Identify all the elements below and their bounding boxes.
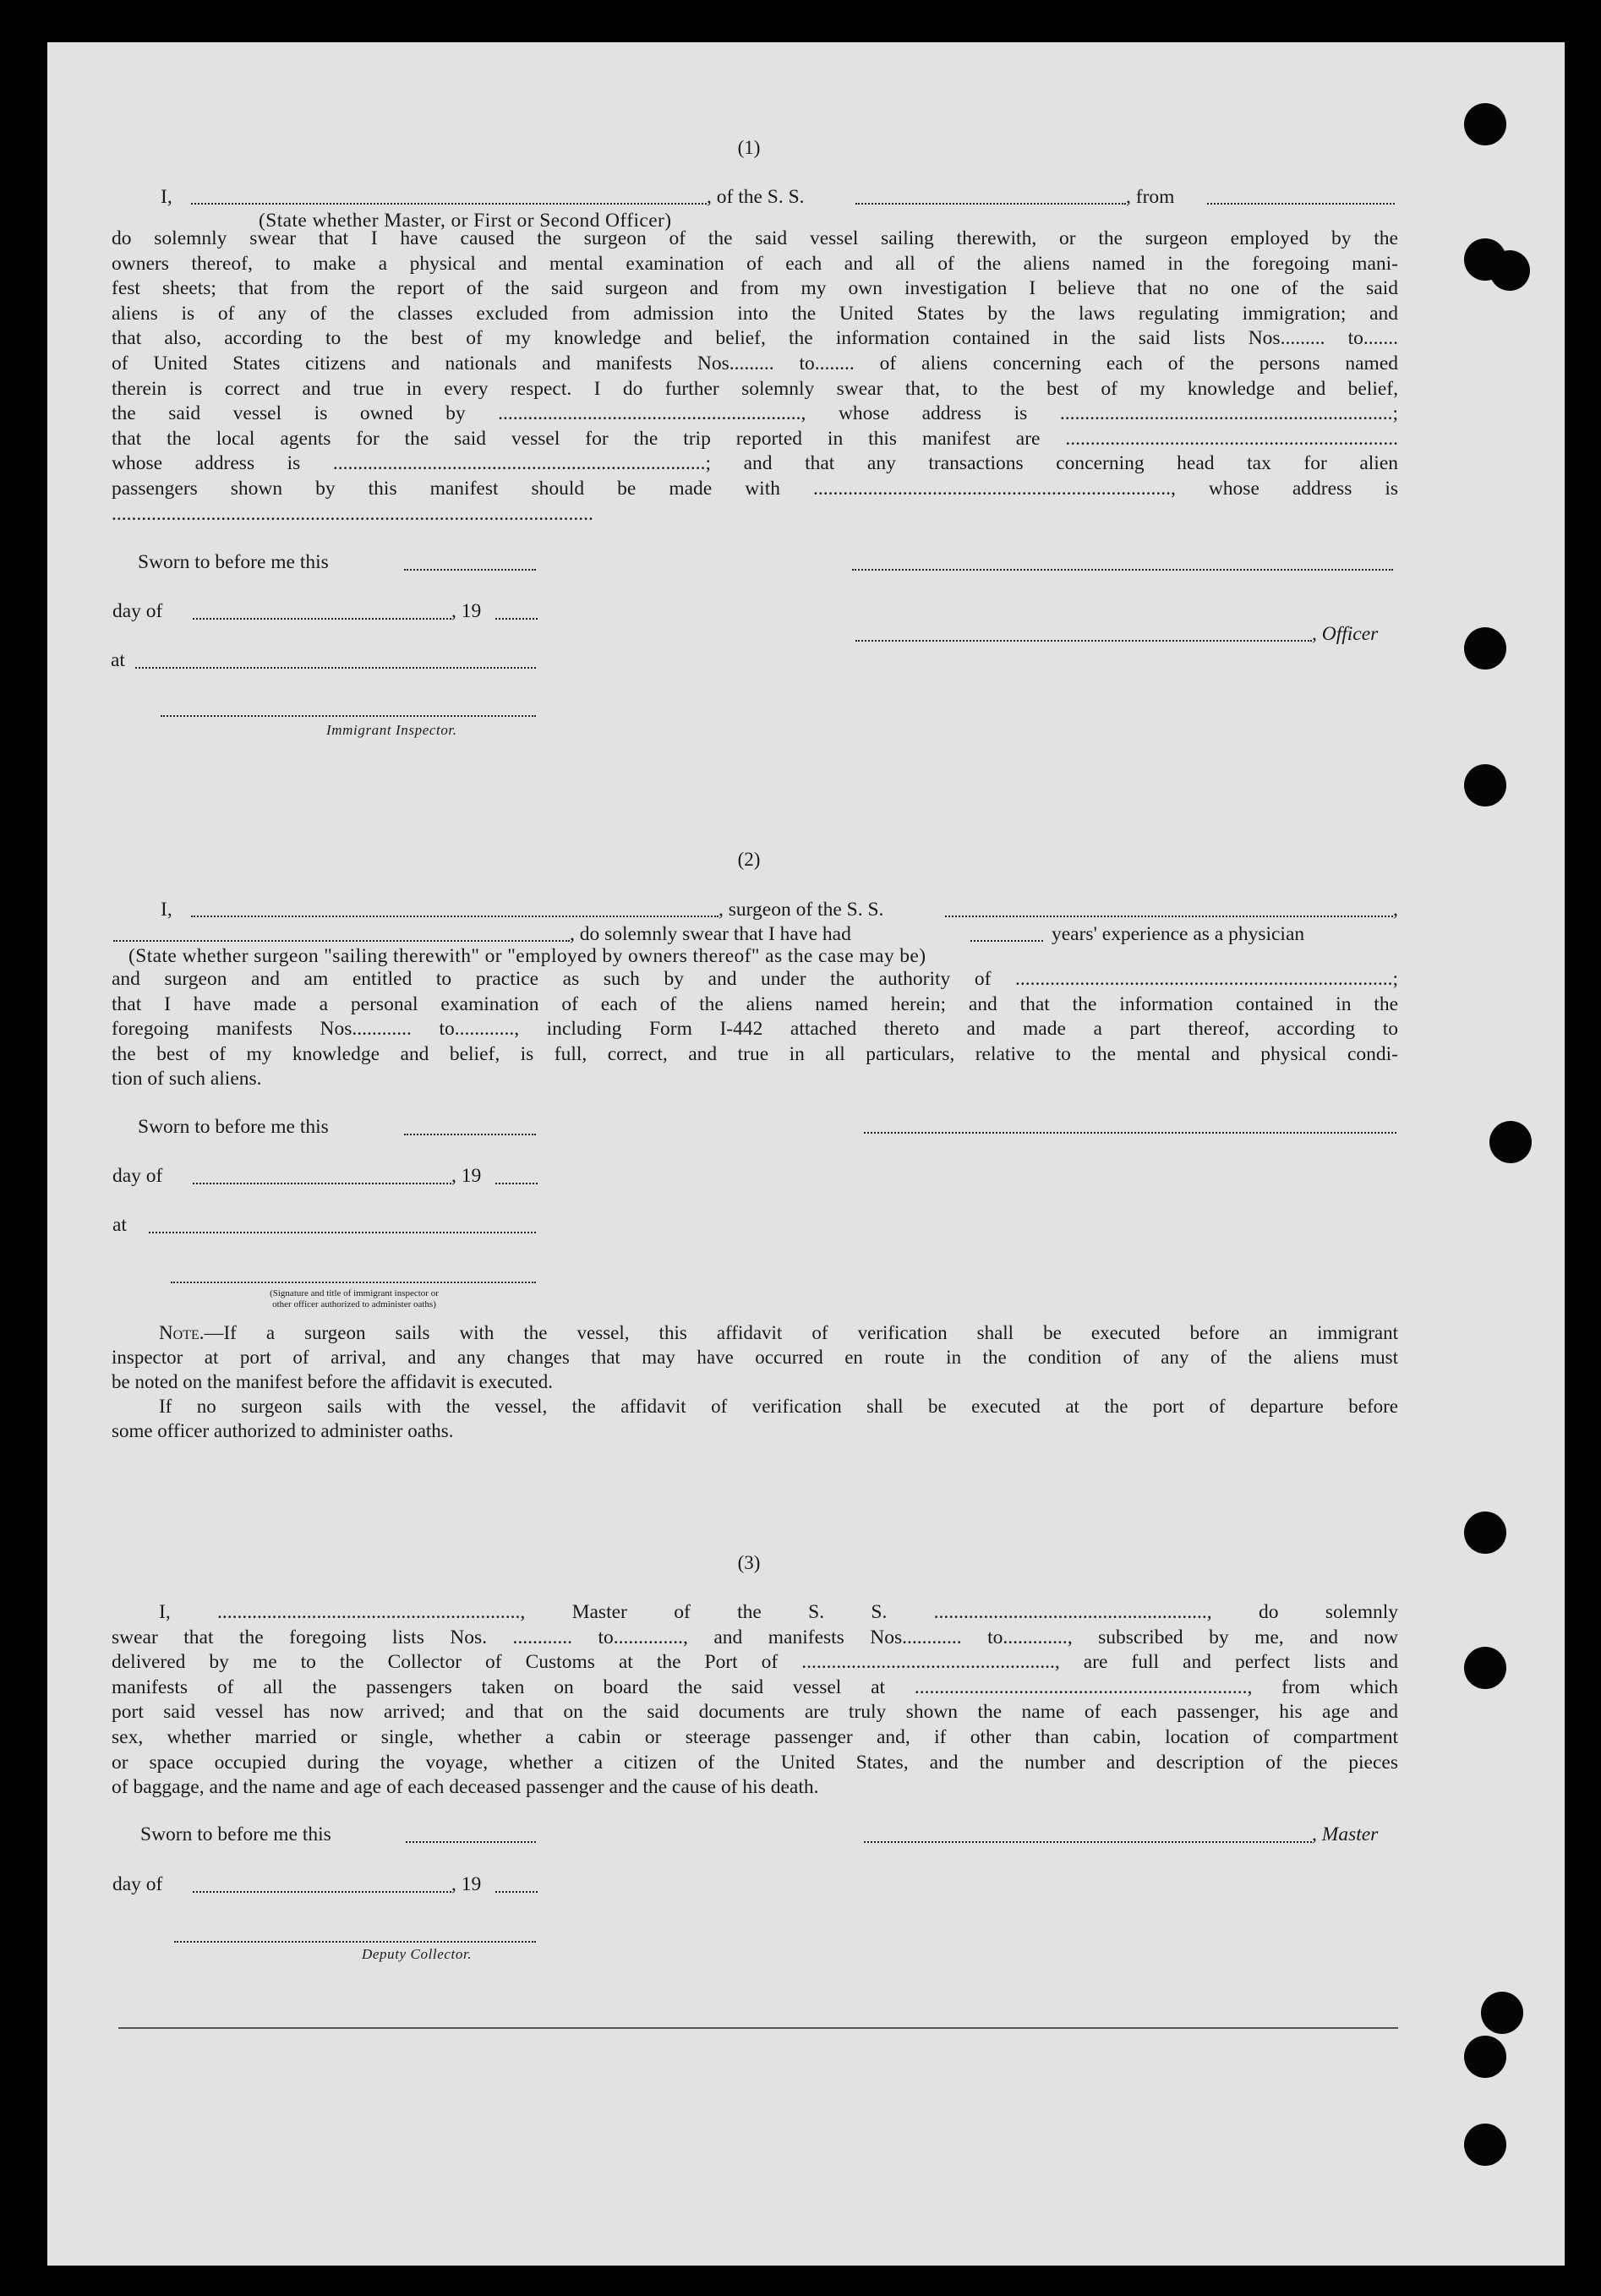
text-line: or space occupied during the voyage, whether a citizen of the United States, and the number and description of the pieces bbox=[112, 1751, 1398, 1774]
sec2-caption: (State whether surgeon "sailing therewith" or "employed by owners thereof" as the case may be) bbox=[128, 945, 926, 967]
sec3-month-field[interactable] bbox=[193, 1891, 451, 1893]
sec1-officer-signature-line[interactable] bbox=[855, 640, 1312, 642]
text-line: be noted on the manifest before the affidavit is executed. bbox=[112, 1371, 553, 1392]
sec2-dayof-label: day of bbox=[112, 1165, 163, 1187]
sec2-sworn-label: Sworn to before me this bbox=[138, 1116, 329, 1138]
sec1-year-field[interactable] bbox=[495, 618, 538, 620]
sec1-ss-label: , of the S. S. bbox=[707, 186, 805, 208]
sec2-signature-caption bbox=[166, 1288, 543, 1310]
sec2-sworn-date-field[interactable] bbox=[404, 1134, 536, 1135]
sec3-year-field[interactable] bbox=[495, 1891, 538, 1893]
caption-line: (Signature and title of immigrant inspector or bbox=[270, 1288, 439, 1298]
text-line: of United States citizens and nationals and manifests Nos......... to........ of aliens concerning each of the persons named bbox=[112, 352, 1398, 374]
text-line: whose address is ...........................................................................; and that any transactions concerning head tax for alien bbox=[112, 452, 1398, 475]
sec1-at-label: at bbox=[111, 649, 125, 671]
sec3-sworn-label: Sworn to before me this bbox=[140, 1823, 331, 1845]
surgeon-type-field[interactable] bbox=[113, 940, 570, 942]
sec1-month-field[interactable] bbox=[193, 618, 451, 620]
punch-hole bbox=[1489, 250, 1530, 291]
sec3-collector-signature-line[interactable] bbox=[174, 1941, 536, 1943]
years-experience-field[interactable] bbox=[970, 940, 1043, 942]
punch-hole bbox=[1464, 764, 1506, 806]
sec2-ss-label: , surgeon of the S. S. bbox=[719, 899, 884, 921]
sec2-vessel-field[interactable] bbox=[945, 916, 1393, 917]
officer-name-field[interactable] bbox=[191, 203, 707, 205]
text-line: foregoing manifests Nos............ to............, including Form I-442 attached thereto and made a part thereof, according to bbox=[112, 1018, 1398, 1041]
sec3-master-label: , Master bbox=[1312, 1823, 1379, 1845]
note-label: Note. bbox=[159, 1322, 205, 1343]
surgeon-name-field[interactable] bbox=[191, 916, 719, 917]
text-line: owners thereof, to make a physical and mental examination of each and all of the aliens named in the foregoing mani- bbox=[112, 252, 1398, 275]
bottom-rule bbox=[118, 2027, 1398, 2029]
text-line: the said vessel is owned by ............................................................., whose address is ...................................................................; bbox=[112, 402, 1398, 425]
sec1-sworn-label: Sworn to before me this bbox=[138, 551, 329, 573]
sec1-caption: (State whether Master, or First or Second Officer) bbox=[259, 210, 672, 232]
sec3-affidavit-text bbox=[112, 1600, 1398, 1801]
text-line: sex, whether married or single, whether a cabin or steerage passenger and, if other than cabin, location of compartment bbox=[112, 1725, 1398, 1748]
sec2-affidavit-text bbox=[112, 967, 1398, 1092]
note-line: —If a surgeon sails with the vessel, this affidavit of verification shall be executed before an immigrant bbox=[204, 1322, 1398, 1343]
note-paragraph bbox=[112, 1320, 1398, 1443]
text-line: swear that the foregoing lists Nos. ............ to.............., and manifests Nos............ to............., subscribed by me, and now bbox=[112, 1626, 1398, 1648]
sec2-month-field[interactable] bbox=[193, 1183, 451, 1184]
sec1-place-field[interactable] bbox=[135, 667, 536, 669]
text-line: tion of such aliens. bbox=[112, 1068, 262, 1091]
text-line: that I have made a personal examination of each of the aliens named herein; and that the information contained in the bbox=[112, 992, 1398, 1015]
vessel-name-field[interactable] bbox=[855, 203, 1126, 205]
text-line: port said vessel has now arrived; and that on the said documents are truly shown the name of each passenger, his age and bbox=[112, 1701, 1398, 1724]
from-port-field[interactable] bbox=[1207, 203, 1395, 205]
sec1-officer-label: , Officer bbox=[1312, 623, 1379, 645]
sec1-from-label: , from bbox=[1126, 186, 1175, 208]
sec2-year-field[interactable] bbox=[495, 1183, 538, 1184]
text-line: therein is correct and true in every respect. I do further solemnly swear that, to the best of my knowledge and belief, bbox=[112, 377, 1398, 400]
sec2-comma: , bbox=[1393, 899, 1398, 921]
sec2-at-label: at bbox=[112, 1214, 127, 1236]
sec1-inspector-caption: Immigrant Inspector. bbox=[326, 722, 457, 738]
sec3-year-label: , 19 bbox=[451, 1873, 482, 1895]
sec3-dayof-label: day of bbox=[112, 1873, 163, 1895]
text-line: passengers shown by this manifest should be made with ........................................................................, whose address is bbox=[112, 477, 1398, 500]
sec1-signature-line[interactable] bbox=[852, 569, 1393, 571]
punch-hole bbox=[1464, 1512, 1506, 1554]
sec1-sworn-date-field[interactable] bbox=[404, 569, 536, 571]
text-line: do solemnly swear that I have caused the surgeon of the said vessel sailing therewith, or the surgeon employed by the bbox=[112, 227, 1398, 249]
sec1-inspector-signature-line[interactable] bbox=[161, 715, 536, 717]
punch-hole bbox=[1464, 1647, 1506, 1689]
text-line: fest sheets; that from the report of the said surgeon and from my own investigation I believe that no one of the said bbox=[112, 277, 1398, 300]
text-line: ................................................................................................. bbox=[112, 502, 593, 525]
sec2-year-label: , 19 bbox=[451, 1165, 482, 1187]
sec3-master-signature-line[interactable] bbox=[864, 1841, 1312, 1843]
sec2-i-label: I, bbox=[161, 899, 172, 921]
punch-hole bbox=[1464, 2124, 1506, 2166]
text-line: aliens is of any of the classes excluded from admission into the United States by the laws regulating immigration; and bbox=[112, 302, 1398, 325]
punch-hole bbox=[1464, 2036, 1506, 2078]
sec2-inspector-signature-line[interactable] bbox=[171, 1282, 536, 1283]
sec1-year-label: , 19 bbox=[451, 600, 482, 622]
section-2-number: (2) bbox=[737, 849, 761, 870]
text-line: manifests of all the passengers taken on board the said vessel at ..................................................................., from which bbox=[112, 1676, 1398, 1698]
punch-hole bbox=[1489, 1121, 1532, 1163]
sec3-collector-caption: Deputy Collector. bbox=[362, 1946, 473, 1962]
text-line: of baggage, and the name and age of each deceased passenger and the cause of his death. bbox=[112, 1776, 819, 1799]
sec3-sworn-date-field[interactable] bbox=[406, 1841, 536, 1843]
text-line bbox=[112, 1320, 1398, 1345]
punch-hole bbox=[1464, 627, 1506, 670]
text-line: the best of my knowledge and belief, is full, correct, and true in all particulars, relative to the mental and physical condi- bbox=[112, 1042, 1398, 1065]
section-3-number: (3) bbox=[737, 1552, 761, 1573]
sec1-affidavit-text bbox=[112, 227, 1398, 527]
section-1-number: (1) bbox=[737, 137, 761, 158]
text-line: some officer authorized to administer oaths. bbox=[112, 1420, 454, 1441]
sec1-dayof-label: day of bbox=[112, 600, 163, 622]
text-line: and surgeon and am entitled to practice as such by and under the authority of ............................................................................; bbox=[112, 968, 1398, 990]
text-line: If no surgeon sails with the vessel, the affidavit of verification shall be executed at the port of departure before bbox=[159, 1396, 1398, 1417]
text-line: inspector at port of arrival, and any changes that may have occurred en route in the condition of any of the aliens must bbox=[112, 1347, 1398, 1368]
sec2-signature-line[interactable] bbox=[864, 1132, 1396, 1134]
text-line: that the local agents for the said vessel for the trip reported in this manifest are ................................................................... bbox=[112, 427, 1398, 450]
sec2-place-field[interactable] bbox=[149, 1232, 536, 1233]
text-line: that also, according to the best of my knowledge and belief, the information contained in the said lists Nos......... to....... bbox=[112, 327, 1398, 350]
sec1-i-label: I, bbox=[161, 186, 172, 208]
caption-line: other officer authorized to administer oaths) bbox=[272, 1299, 436, 1309]
text-line: delivered by me to the Collector of Customs at the Port of ..................................................., are full and perfect lists and bbox=[112, 1651, 1398, 1674]
text-line: I, ............................................................., Master of the S. S. ......................................................., do solemnly bbox=[159, 1601, 1398, 1623]
sec2-years-text: years' experience as a physician bbox=[1052, 923, 1305, 945]
punch-hole bbox=[1481, 1992, 1523, 2034]
sec2-swear-text: , do solemnly swear that I have had bbox=[570, 923, 851, 945]
